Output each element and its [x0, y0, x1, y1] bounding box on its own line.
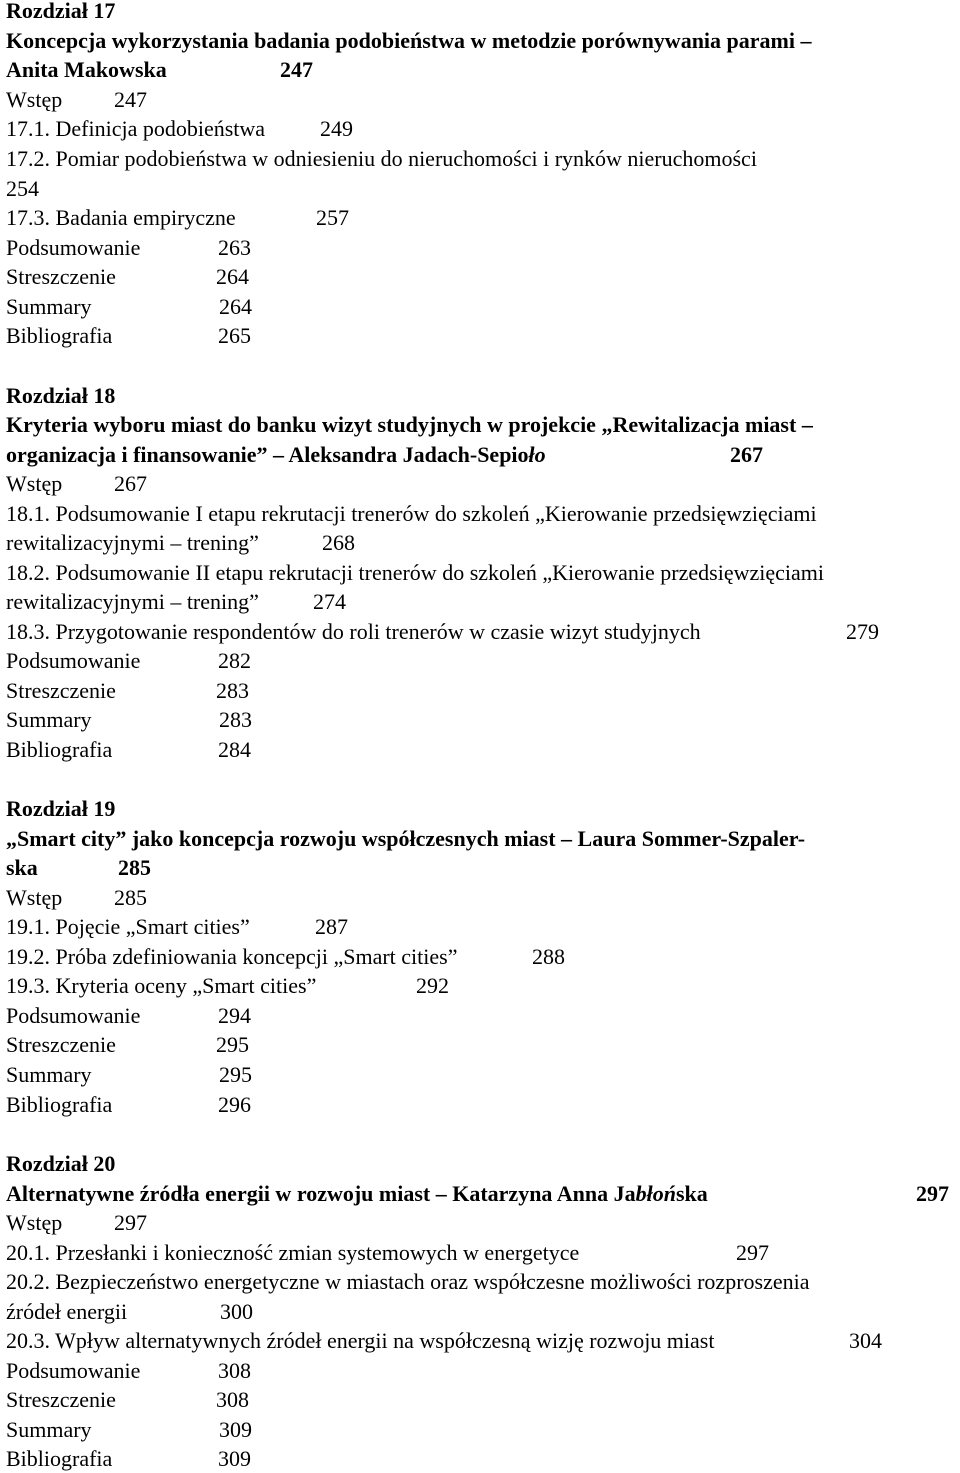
toc-entry-page: 282	[218, 648, 251, 673]
toc-entry-label: Wstęp	[6, 87, 63, 112]
toc-entry-label: Wstęp	[6, 1210, 63, 1235]
chapter-17-title: Koncepcja wykorzystania badania podobieństwa w metodzie porównywania parami –	[6, 28, 812, 53]
toc-entry-label: Streszczenie	[6, 1387, 116, 1412]
toc-entry-page: 296	[218, 1092, 251, 1117]
toc-entry-page: 292	[416, 973, 449, 998]
toc-entry-label: Bibliografia	[6, 1092, 113, 1117]
chapter-18-title-italic: ło	[528, 442, 546, 467]
toc-entry	[6, 914, 348, 940]
toc-entry-label: Summary	[6, 1417, 92, 1442]
chapter-17-author-line	[6, 57, 313, 83]
toc-entry-label: 19.2. Próba zdefiniowania koncepcji „Smart cities”	[6, 944, 458, 969]
toc-entry-page: 300	[220, 1299, 253, 1324]
toc-entry-page: 247	[114, 87, 147, 112]
toc-entry-page: 297	[736, 1240, 769, 1265]
toc-entry-page: 264	[216, 264, 249, 289]
toc-entry	[6, 235, 251, 261]
toc-entry-label: 18.1. Podsumowanie I etapu rekrutacji trenerów do szkoleń „Kierowanie przedsięwzięciami	[6, 501, 817, 526]
toc-entry	[6, 1328, 882, 1354]
toc-entry-label: Streszczenie	[6, 1032, 116, 1057]
toc-entry-label: 20.2. Bezpieczeństwo energetyczne w miastach oraz współczesne możliwości rozproszenia	[6, 1269, 810, 1294]
toc-entry	[6, 116, 353, 142]
toc-entry-label: Bibliografia	[6, 737, 113, 762]
toc-entry	[6, 678, 249, 704]
toc-entry-page: 284	[218, 737, 251, 762]
toc-entry-label: 20.1. Przesłanki i konieczność zmian systemowych w energetyce	[6, 1240, 580, 1265]
toc-entry-page: 264	[219, 294, 252, 319]
chapter-19-heading: Rozdział 19	[6, 796, 116, 821]
toc-entry-label: Summary	[6, 294, 92, 319]
toc-entry-label: 17.1. Definicja podobieństwa	[6, 116, 266, 141]
toc-entry-label: 18.2. Podsumowanie II etapu rekrutacji trenerów do szkoleń „Kierowanie przedsięwzięciami	[6, 560, 824, 585]
chapter-19-title-cont: ska	[6, 855, 38, 880]
toc-entry	[6, 1210, 147, 1236]
toc-entry	[6, 1003, 251, 1029]
toc-entry-page: 295	[216, 1032, 249, 1057]
toc-entry	[6, 87, 147, 113]
toc-entry-label: 19.3. Kryteria oceny „Smart cities”	[6, 973, 317, 998]
toc-entry-page: 268	[322, 530, 355, 555]
chapter-20-title-end: ska	[675, 1181, 708, 1206]
chapter-20-title-line	[6, 1181, 949, 1207]
toc-entry	[6, 707, 252, 733]
toc-entry-label: 17.2. Pomiar podobieństwa w odniesieniu do nieruchomości i rynków nieruchomości	[6, 146, 757, 171]
toc-entry	[6, 737, 251, 763]
toc-entry-page: 254	[6, 176, 39, 201]
toc-entry-page: 257	[316, 205, 349, 230]
toc-entry-page: 294	[218, 1003, 251, 1028]
toc-entry-page: 249	[320, 116, 353, 141]
toc-entry	[6, 530, 355, 556]
toc-entry-page: 288	[532, 944, 565, 969]
toc-entry	[6, 619, 879, 645]
chapter-18-heading: Rozdział 18	[6, 383, 116, 408]
chapter-19-title-page: 285	[118, 855, 151, 880]
toc-entry-label: Wstęp	[6, 885, 63, 910]
toc-entry	[6, 501, 817, 527]
toc-entry-label: Bibliografia	[6, 1446, 113, 1471]
chapter-18-title-line	[6, 442, 763, 468]
toc-entry	[6, 648, 251, 674]
toc-entry	[6, 1062, 252, 1088]
toc-entry-label: Podsumowanie	[6, 1358, 141, 1383]
toc-entry-page: 287	[315, 914, 348, 939]
toc-entry	[6, 1417, 252, 1443]
toc-entry	[6, 1240, 769, 1266]
toc-entry-page: 274	[313, 589, 346, 614]
toc-entry	[6, 944, 565, 970]
toc-entry	[6, 1299, 253, 1325]
toc-entry	[6, 1387, 249, 1413]
toc-entry-page: 297	[114, 1210, 147, 1235]
toc-entry	[6, 264, 249, 290]
toc-entry	[6, 1032, 249, 1058]
toc-entry	[6, 1358, 251, 1384]
toc-entry-label: Bibliografia	[6, 323, 113, 348]
toc-entry-page: 304	[849, 1328, 882, 1353]
toc-entry-page: 309	[218, 1446, 251, 1471]
toc-entry-label: Streszczenie	[6, 264, 116, 289]
toc-entry	[6, 560, 824, 586]
chapter-19-title: „Smart city” jako koncepcja rozwoju współczesnych miast – Laura Sommer-Szpaler-	[6, 826, 806, 851]
toc-entry-page: 265	[218, 323, 251, 348]
toc-entry-page: 285	[114, 885, 147, 910]
chapter-17-author-page: 247	[280, 57, 313, 82]
chapter-20-title-italic: błoń	[635, 1181, 676, 1206]
toc-entry-label: źródeł energii	[6, 1299, 128, 1324]
toc-entry-page: 283	[216, 678, 249, 703]
toc-entry	[6, 1446, 251, 1472]
toc-entry	[6, 146, 757, 172]
toc-entry	[6, 973, 449, 999]
toc-entry	[6, 205, 349, 231]
toc-entry	[6, 1269, 810, 1295]
chapter-20-heading: Rozdział 20	[6, 1151, 116, 1176]
toc-entry-label: Podsumowanie	[6, 1003, 141, 1028]
toc-entry-label: Wstęp	[6, 471, 63, 496]
toc-entry-page: 283	[219, 707, 252, 732]
toc-entry	[6, 294, 252, 320]
toc-entry	[6, 885, 147, 911]
chapter-18-title: Kryteria wyboru miast do banku wizyt studyjnych w projekcie „Rewitalizacja miast –	[6, 412, 813, 437]
toc-entry-page: 295	[219, 1062, 252, 1087]
toc-entry	[6, 471, 147, 497]
toc-entry	[6, 323, 251, 349]
chapter-18-title-page: 267	[730, 442, 763, 467]
toc-entry-label: Summary	[6, 1062, 92, 1087]
toc-entry-page: 267	[114, 471, 147, 496]
toc-entry	[6, 1092, 251, 1118]
toc-entry-label: Podsumowanie	[6, 648, 141, 673]
toc-entry-label: 18.3. Przygotowanie respondentów do roli trenerów w czasie wizyt studyjnych	[6, 619, 701, 644]
chapter-20-title-page: 297	[916, 1181, 949, 1206]
toc-entry-label: 20.3. Wpływ alternatywnych źródeł energii na współczesną wizję rozwoju miast	[6, 1328, 715, 1353]
toc-entry-label: Streszczenie	[6, 678, 116, 703]
toc-entry	[6, 589, 346, 615]
chapter-20-title: Alternatywne źródła energii w rozwoju miast – Katarzyna Anna Ja	[6, 1181, 636, 1206]
toc-entry-label: Podsumowanie	[6, 235, 141, 260]
toc-entry-label: 19.1. Pojęcie „Smart cities”	[6, 914, 250, 939]
chapter-18-title-cont: organizacja i finansowanie” – Aleksandra Jadach-Sepio	[6, 442, 529, 467]
toc-entry-page: 308	[216, 1387, 249, 1412]
chapter-19-title-line	[6, 855, 151, 881]
toc-entry-page: 309	[219, 1417, 252, 1442]
toc-entry-label: Summary	[6, 707, 92, 732]
toc-entry-page: 263	[218, 235, 251, 260]
chapter-17-author: Anita Makowska	[6, 57, 167, 82]
toc-entry-page: 308	[218, 1358, 251, 1383]
toc-entry-label: rewitalizacyjnymi – trening”	[6, 589, 259, 614]
toc-entry-label: rewitalizacyjnymi – trening”	[6, 530, 259, 555]
toc-entry-label: 17.3. Badania empiryczne	[6, 205, 236, 230]
chapter-17-heading: Rozdział 17	[6, 0, 116, 23]
toc-entry-page: 279	[846, 619, 879, 644]
